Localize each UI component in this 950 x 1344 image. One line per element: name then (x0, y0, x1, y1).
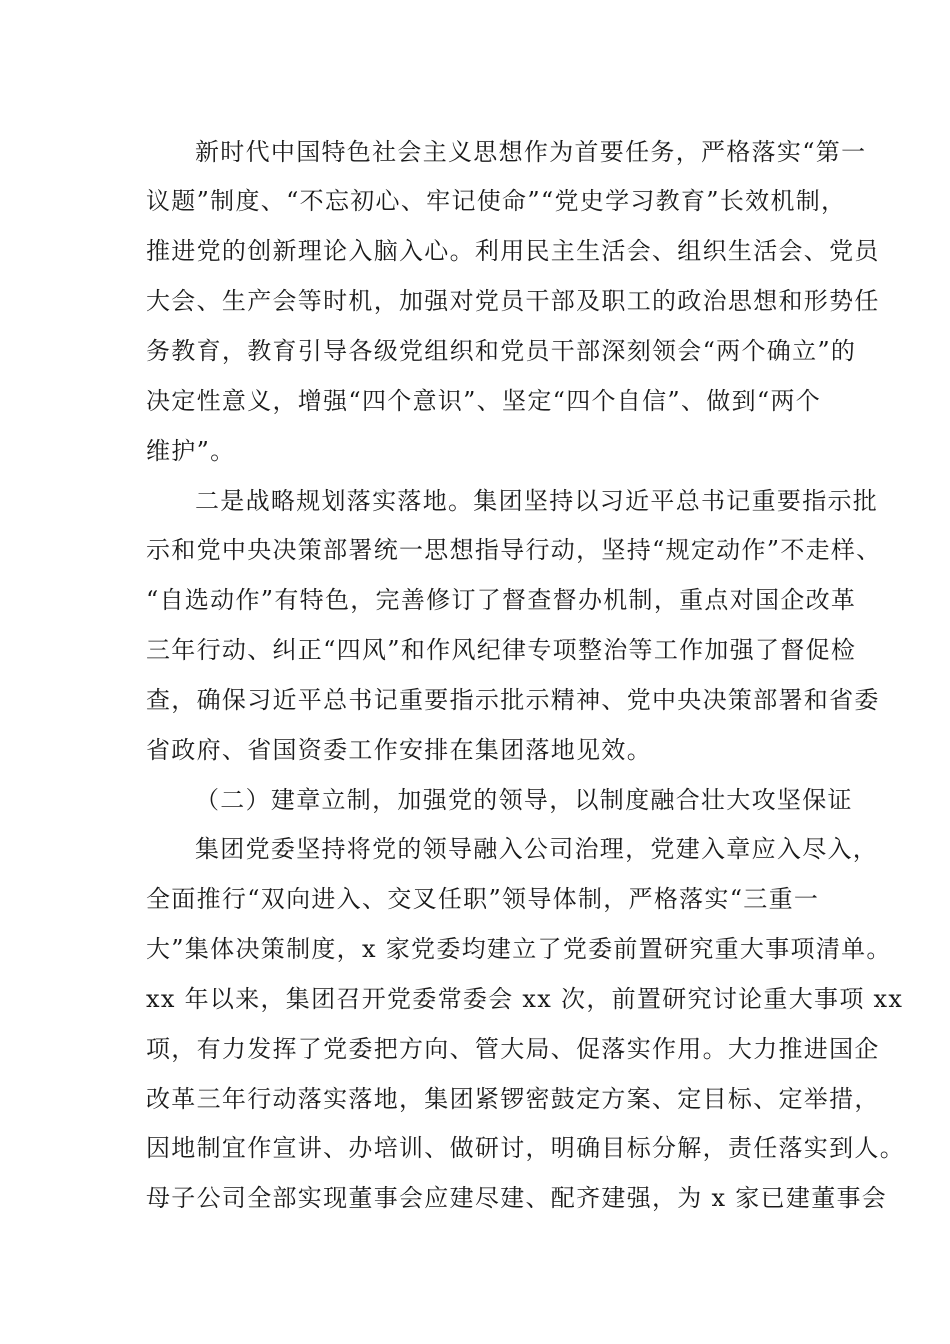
paragraph-2-line-6: 省政府、省国资委工作安排在集团落地见效。 (146, 736, 652, 764)
section-heading: （二）建章立制，加强党的领导，以制度融合壮大攻坚保证 (195, 786, 853, 814)
paragraph-1-line-7: 维护”。 (146, 437, 236, 465)
paragraph-3-line-5: 项，有力发挥了党委把方向、管大局、促落实作用。大力推进国企 (146, 1035, 880, 1063)
paragraph-1-line-5: 务教育，教育引导各级党组织和党员干部深刻领会“两个确立”的 (146, 337, 857, 365)
paragraph-3-line-8: 母子公司全部实现董事会应建尽建、配齐建强，为 x 家已建董事会 (146, 1184, 888, 1212)
paragraph-2-line-3: “自选动作”有特色，完善修订了督查督办机制，重点对国企改革 (146, 586, 857, 614)
paragraph-3-line-6: 改革三年行动落实落地，集团紧锣密鼓定方案、定目标、定举措， (146, 1085, 880, 1113)
paragraph-2-line-4: 三年行动、纠正“四风”和作风纪律专项整治等工作加强了督促检 (146, 636, 857, 664)
paragraph-1-line-3: 推进党的创新理论入脑入心。利用民主生活会、组织生活会、党员 (146, 237, 880, 265)
paragraph-2-line-2: 示和党中央决策部署统一思想指导行动，坚持“规定动作”不走样、 (146, 536, 882, 564)
paragraph-3-line-1: 集团党委坚持将党的领导融入公司治理，党建入章应入尽入， (195, 835, 879, 863)
paragraph-1-line-4: 大会、生产会等时机，加强对党员干部及职工的政治思想和形势任 (146, 287, 880, 315)
paragraph-1-line-6: 决定性意义，增强“四个意识”、坚定“四个自信”、做到“两个 (146, 387, 822, 415)
paragraph-3-line-3: 大”集体决策制度，x 家党委均建立了党委前置研究重大事项清单。 (146, 935, 892, 963)
paragraph-3-line-4: xx 年以来，集团召开党委常委会 xx 次，前置研究讨论重大事项 xx (146, 985, 904, 1013)
paragraph-1-line-1: 新时代中国特色社会主义思想作为首要任务，严格落实“第一 (195, 138, 867, 166)
paragraph-1-line-2: 议题”制度、“不忘初心、牢记使命”“党史学习教育”长效机制， (146, 187, 847, 215)
paragraph-2-line-5: 查，确保习近平总书记重要指示批示精神、党中央决策部署和省委 (146, 686, 880, 714)
paragraph-3-line-2: 全面推行“双向进入、交叉任职”领导体制，严格落实“三重一 (146, 885, 820, 913)
paragraph-2-line-1: 二是战略规划落实落地。集团坚持以习近平总书记重要指示批 (195, 487, 879, 515)
paragraph-3-line-7: 因地制宜作宣讲、办培训、做研讨，明确目标分解，责任落实到人。 (146, 1134, 905, 1162)
